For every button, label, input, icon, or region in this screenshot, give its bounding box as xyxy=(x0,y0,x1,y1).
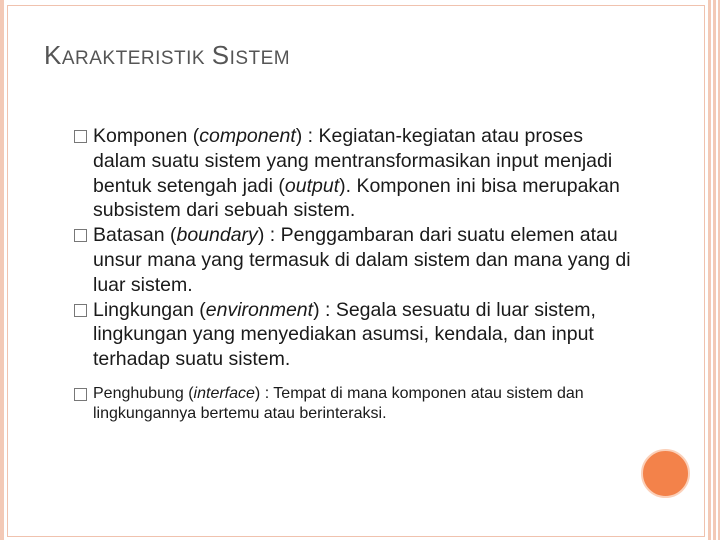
bullet-box-icon xyxy=(74,304,87,317)
title-initial-1: K xyxy=(44,40,62,70)
bullet-komponen: Komponen (component) : Kegiatan-kegiatan atau proses dalam suatu sistem yang mentransformasikan input menjadi bentuk setengah jadi (output). Komponen ini bisa merupakan subsistem dari sebuah sistem. xyxy=(74,124,634,223)
bullet-batasan: Batasan (boundary) : Penggambaran dari suatu elemen atau unsur mana yang termasuk di dalam sistem dan mana yang di luar sistem. xyxy=(74,223,634,297)
slide-title xyxy=(44,40,290,71)
title-word-1: ARAKTERISTIK xyxy=(61,48,206,69)
bullet-box-icon xyxy=(74,130,87,143)
bullet-english-term: component xyxy=(199,125,296,147)
right-border-stripes xyxy=(708,0,720,540)
bullet-english-term: boundary xyxy=(176,224,258,247)
bullet-english-term: interface xyxy=(193,384,255,402)
bullet-description: : Penggambaran dari suatu elemen atau unsur mana yang termasuk di dalam sistem dan mana yang di luar sistem. xyxy=(93,224,631,296)
bullet-term: Komponen xyxy=(93,125,188,147)
bullet-box-icon xyxy=(74,388,87,401)
title-initial-2: S xyxy=(211,40,230,70)
left-border-stripe xyxy=(0,0,4,540)
decorative-orange-circle xyxy=(641,449,690,498)
bullet-lingkungan: Lingkungan (environment) : Segala sesuatu di luar sistem, lingkungan yang menyediakan asumsi, kendala, dan input terhadap suatu sistem. xyxy=(74,298,634,372)
bullet-description: : Kegiatan-kegiatan atau proses dalam suatu sistem yang mentransformasikan input menjadi bentuk setengah jadi ( xyxy=(93,125,613,197)
bullet-description: : Tempat di mana komponen atau sistem dan lingkungannya bertemu atau berinteraksi. xyxy=(93,384,584,422)
title-word-2: ISTEM xyxy=(229,48,291,69)
bullet-penghubung: Penghubung (interface) : Tempat di mana komponen atau sistem dan lingkungannya bertemu atau berinteraksi. xyxy=(74,384,634,424)
bullet-description: : Segala sesuatu di luar sistem, lingkungan yang menyediakan asumsi, kendala, dan input terhadap suatu sistem. xyxy=(93,298,596,371)
bullet-term: Penghubung xyxy=(93,384,184,402)
bullet-english-term: environment xyxy=(205,298,314,321)
bullet-term: Batasan xyxy=(93,224,165,247)
bullet-list xyxy=(74,124,634,424)
bullet-term: Lingkungan xyxy=(93,298,194,321)
bullet-box-icon xyxy=(74,229,87,242)
